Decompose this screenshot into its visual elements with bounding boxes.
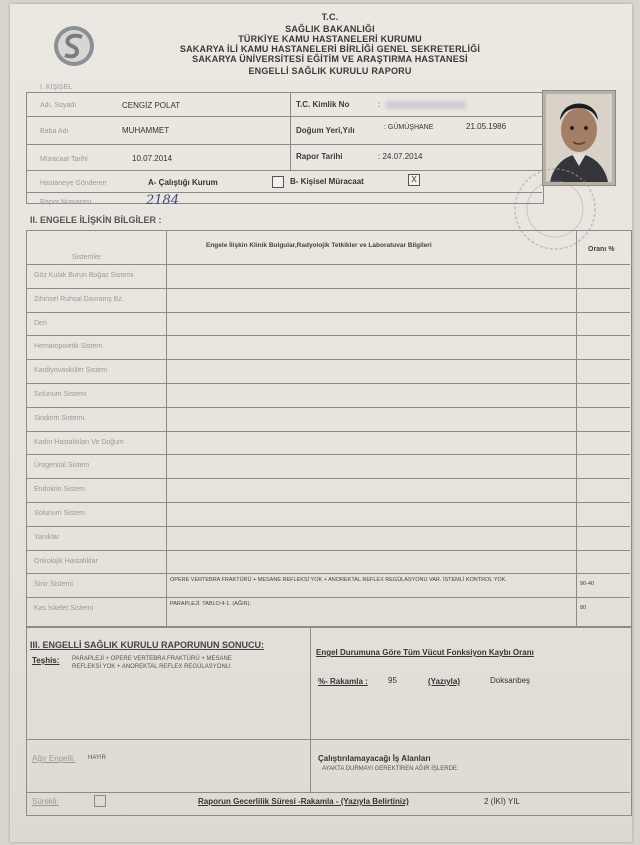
text-label: (Yazıyla) [428, 677, 461, 686]
row-divider [26, 407, 630, 408]
row-divider [26, 312, 630, 313]
system-row-label: Kas İskelet Sistemi [34, 605, 94, 613]
diagnosis-label: Teşhis: [32, 656, 60, 665]
validity-value: 2 (İKİ) YIL [484, 797, 520, 806]
father-label: Baba Adı [40, 128, 69, 135]
permanent-checkbox[interactable] [94, 795, 106, 807]
row-divider [26, 478, 630, 479]
row-divider [26, 335, 630, 336]
ministry-logo-icon [52, 24, 96, 68]
name-label: Adı, Soyadı [40, 102, 77, 109]
report-number-label: Rapor Numarası [40, 199, 92, 206]
system-row-label: Solunum Sistemi [34, 391, 87, 398]
system-row-label: Yanıklar [34, 533, 60, 541]
application-date-label: Müracaat Tarihi [40, 156, 88, 163]
system-row-label: Zihinsel Ruhsal Davranış Bz. [34, 295, 124, 303]
birth-label: Doğum Yeri,Yılı [296, 126, 355, 135]
col-rate-header: Oranı % [588, 246, 615, 253]
row-divider [26, 288, 630, 289]
col-findings-header: Engele İlişkin Klinik Bulgular,Radyolojik Tetkikler ve Laboratuvar Bilgileri [206, 242, 432, 249]
tc-value: : [378, 100, 381, 109]
row-divider [26, 597, 630, 598]
report-date-label: Rapor Tarihi [296, 152, 343, 161]
header-report-title: ENGELLİ SAĞLIK KURULU RAPORU [248, 66, 412, 76]
systems-table [26, 230, 632, 628]
section1-title: I. KİŞİSEL [40, 84, 73, 91]
personal-info-box [26, 92, 544, 204]
permanent-label: Sürekli: [32, 797, 59, 806]
row-divider [26, 359, 630, 360]
severe-value: HAYIR [88, 755, 106, 761]
row-divider [26, 550, 630, 551]
system-row-label: Endokrin Sistem [34, 486, 85, 494]
work-areas-label: Çalıştırılamayacağı İş Alanları [318, 754, 431, 763]
system-row-label: Kardiyovasküler Sistem [34, 367, 108, 375]
header-hospital: SAKARYA ÜNİVERSİTESİ EĞİTİM VE ARAŞTIRMA HASTANESİ [192, 54, 468, 64]
father-value: MUHAMMET [122, 126, 170, 135]
system-row-label: Sinir Sistemi [34, 581, 73, 589]
option-a-checkbox[interactable] [272, 176, 284, 188]
validity-label: Raporun Gecerlilik Süresi -Rakamla - (Yazıyla Belirtiniz) [198, 797, 409, 806]
option-b-label: B- Kişisel Müracaat [290, 177, 364, 186]
work-areas-value: AYAKTA DURMAYI GEREKTİREN AĞIR İŞLERDE. [322, 766, 459, 772]
header-tc: T.C. [321, 12, 339, 22]
system-row-finding: PARAPLEJİ. TABLO:4-1. (AĞIR). [170, 601, 251, 608]
header-institution: TÜRKİYE KAMU HASTANELERİ KURUMU [238, 34, 422, 44]
header-ministry: SAĞLIK BAKANLIĞI [285, 24, 375, 34]
col-systems-header: Sistemler [72, 254, 102, 261]
tc-number-redacted [386, 101, 466, 109]
option-a-label: A- Çalıştığı Kurum [148, 178, 218, 187]
application-date-value: 10.07.2014 [132, 154, 173, 163]
diagnosis-line-1: PARAPLEJİ + OPERE VERTEBRA FRAKTÜRÜ + MESANE [72, 656, 232, 662]
row-divider [26, 526, 630, 527]
percent-label: %- Rakamla : [318, 677, 368, 686]
row-divider [26, 383, 630, 384]
row-divider [26, 431, 630, 432]
system-row-label: Sindirim Sistemi [34, 414, 85, 422]
tc-label: T.C. Kimlik No [296, 100, 350, 109]
section3-title: III. ENGELLİ SAĞLIK KURULU RAPORUNUN SONUCU: [30, 640, 264, 650]
system-row-label: Deri [34, 319, 47, 327]
text-value: Doksanbeş [490, 676, 531, 685]
loss-rate-title: Engel Durumuna Göre Tüm Vücut Fonksiyon Kaybı Oranı [316, 648, 534, 657]
report-number-value: 2184 [146, 193, 180, 208]
system-row-label: Kadın Hastalıkları Ve Doğum [34, 438, 124, 446]
system-row-label: Hematopoietik Sistem [34, 343, 103, 351]
system-row-label: Onkolojik Hastalıklar [34, 557, 98, 565]
row-divider [26, 573, 630, 574]
header-union: SAKARYA İLİ KAMU HASTANELERİ BİRLİĞİ GENEL SEKRETERLİĞİ [179, 44, 481, 54]
diagnosis-line-2: REFLEKSİ YOK + ANOREKTAL REFLEX REGÜLASYONU. [72, 664, 232, 670]
birth-date: 21.05.1986 [466, 122, 507, 131]
row-divider [26, 502, 630, 503]
system-row-label: Göz Kulak Burun Boğaz Sistemi [34, 272, 134, 279]
system-row-finding: OPERE VERTEBRA FRAKTÜRÜ + MESANE REFLEKSİ YOK + ANOREKTAL REFLEX REGÜLASYONU VAR. İSTEMLİ KONTROL YOK. [170, 577, 507, 584]
report-date-value: : 24.07.2014 [378, 152, 423, 161]
section2-title: II. ENGELE İLİŞKİN BİLGİLER : [30, 215, 162, 225]
sender-label: Hastaneye Gönderen [40, 180, 107, 187]
system-row-label: Solunum Sistem [34, 510, 85, 517]
name-value: CENGİZ POLAT [122, 101, 181, 110]
birth-place: : GÜMÜŞHANE [384, 124, 434, 131]
option-b-checkbox[interactable]: X [408, 174, 420, 186]
percent-value: 95 [388, 676, 397, 685]
report-sheet [10, 4, 632, 842]
severe-label: Ağır Engelli: [32, 754, 76, 763]
row-divider [26, 264, 630, 265]
row-divider [26, 454, 630, 455]
system-row-rate: 90-40 [580, 581, 595, 588]
system-row-rate: 80 [580, 605, 587, 612]
system-row-label: Ürogenital Sistem [34, 462, 90, 470]
